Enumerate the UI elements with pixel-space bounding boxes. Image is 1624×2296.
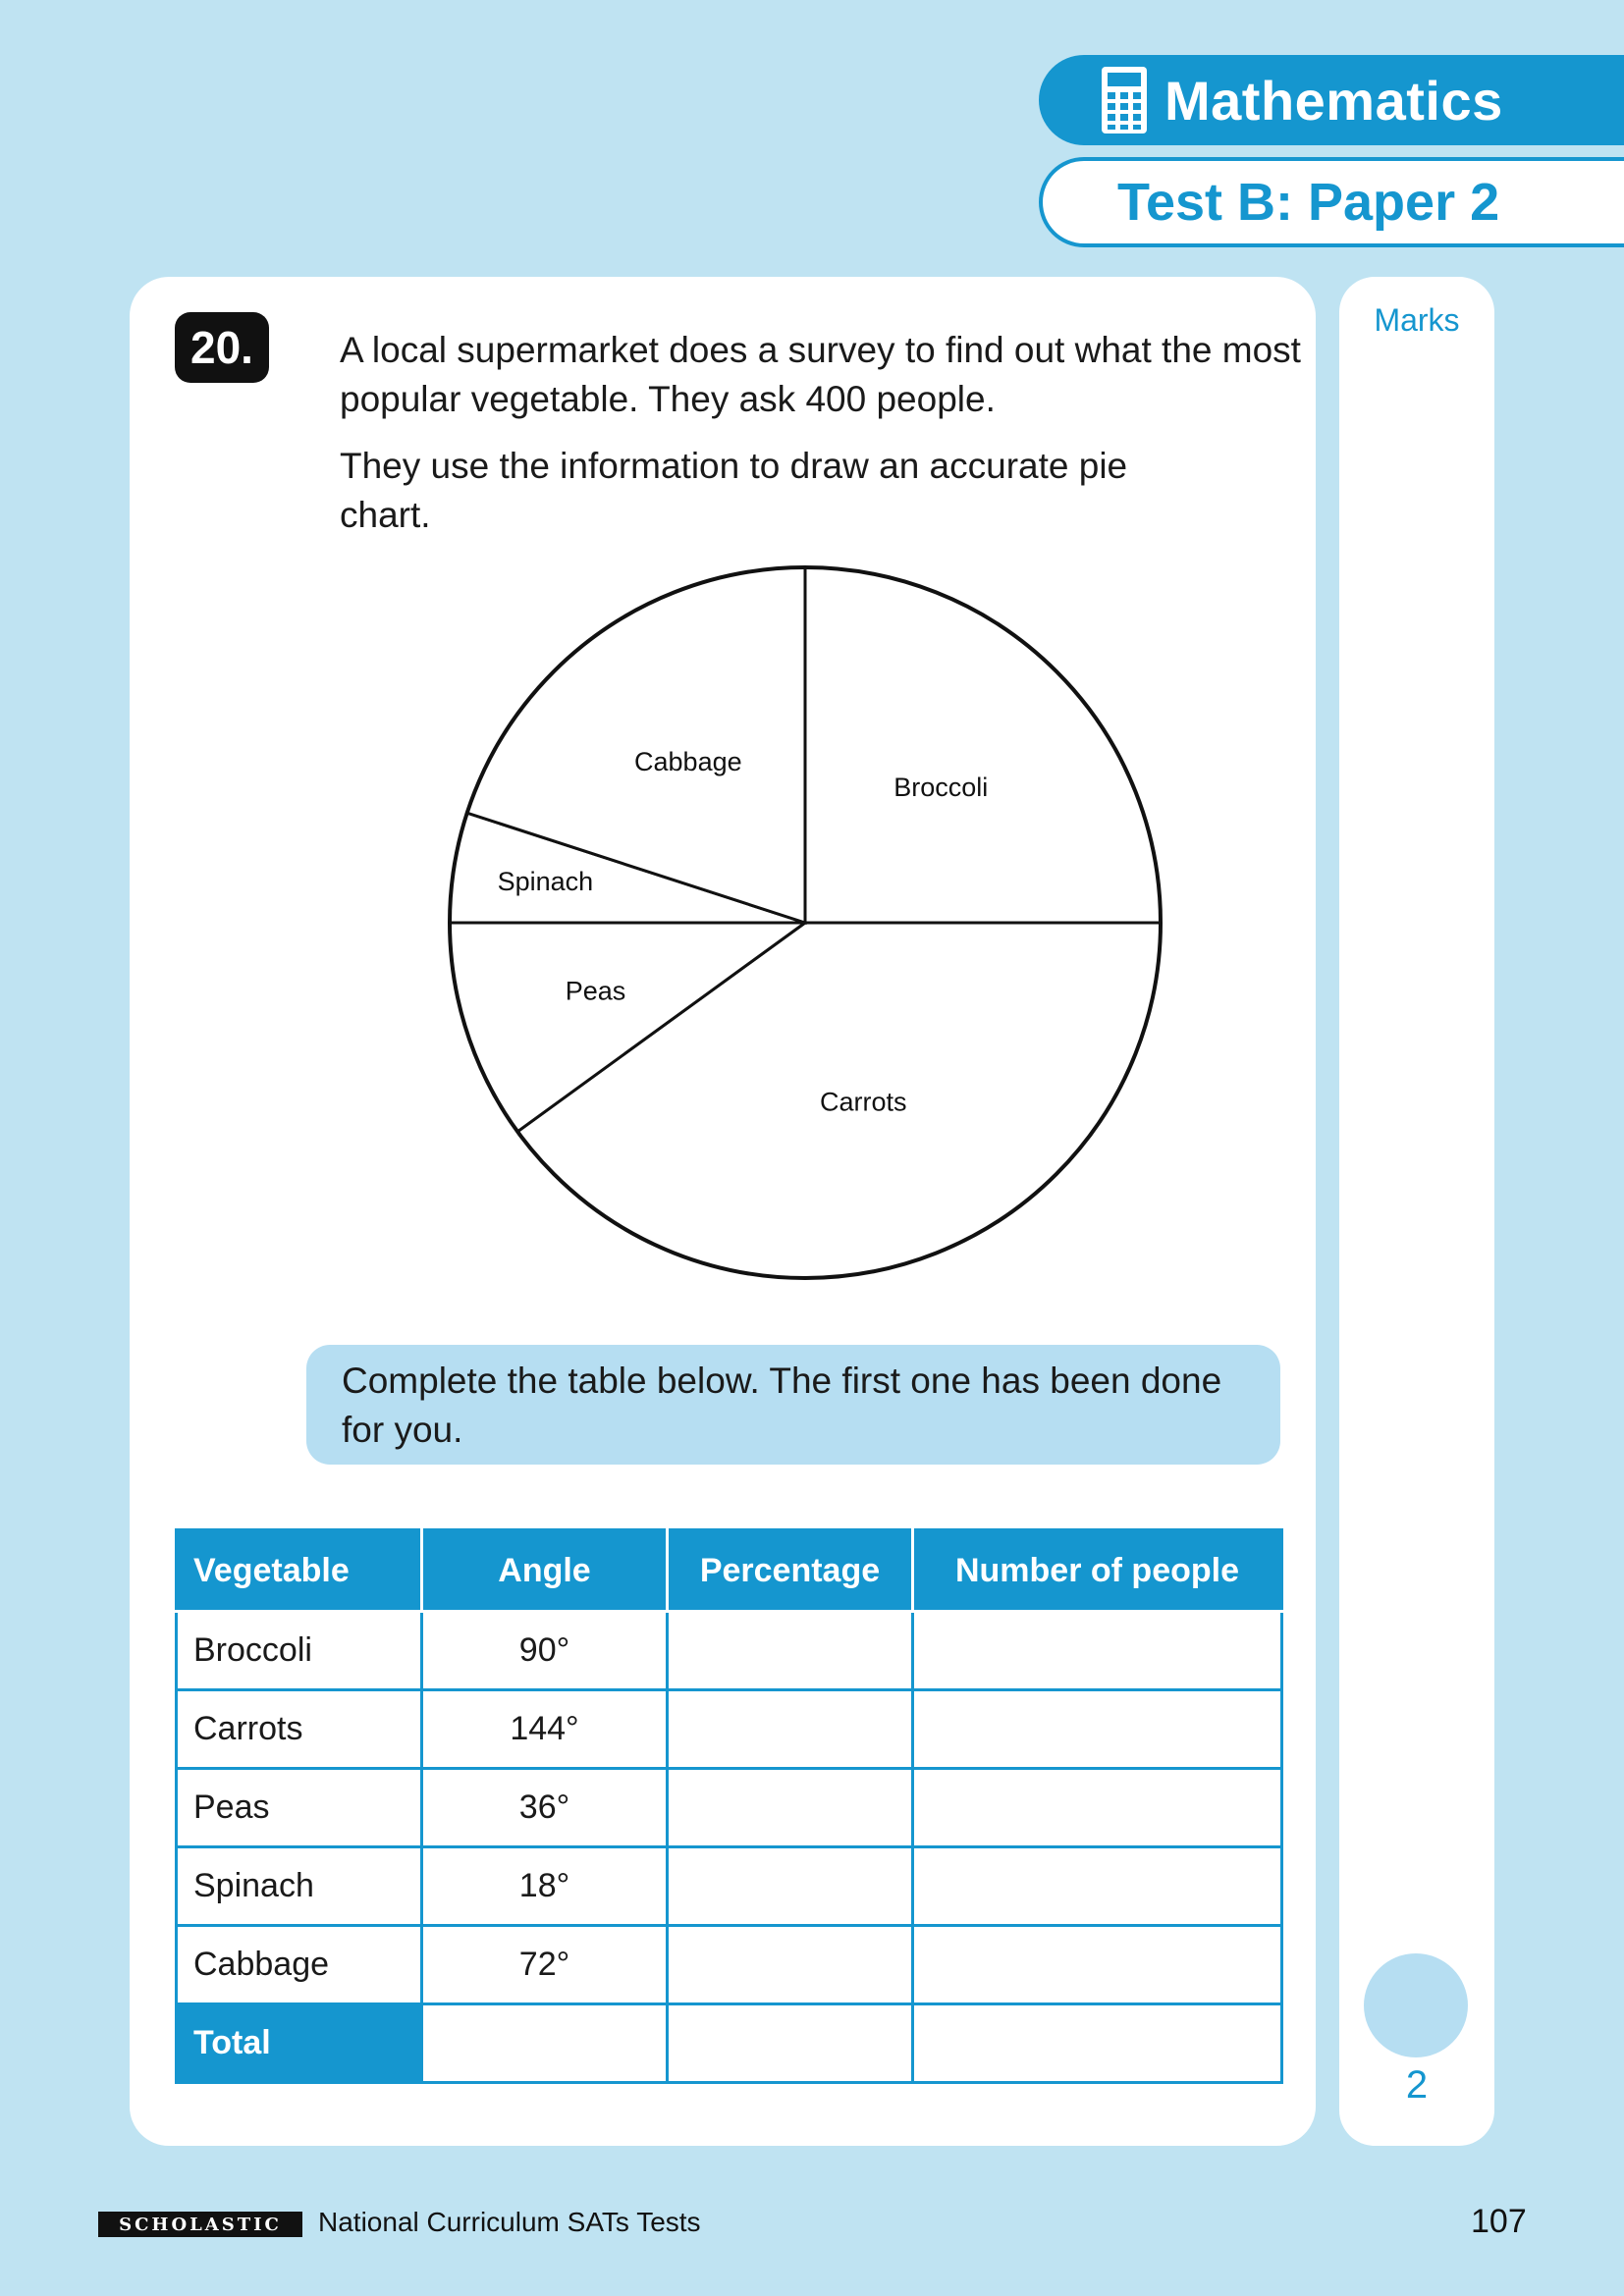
publisher-logo-text: SCHOLASTIC: [119, 2214, 282, 2235]
vegetable-cell: Broccoli: [177, 1612, 422, 1690]
people-answer-cell[interactable]: [913, 1769, 1282, 1847]
table-row: [177, 1847, 1282, 1926]
vegetable-cell: Carrots: [177, 1690, 422, 1769]
total-percentage-cell[interactable]: [668, 2004, 913, 2083]
people-answer-cell[interactable]: [913, 1612, 1282, 1690]
question-text-2: They use the information to draw an accurate pie chart.: [340, 446, 1128, 535]
people-answer-cell[interactable]: [913, 1926, 1282, 2004]
percentage-answer-cell[interactable]: [668, 1690, 913, 1769]
angle-cell: 18°: [422, 1847, 668, 1926]
total-angle-cell[interactable]: [422, 2004, 668, 2083]
table-total-row: [177, 2004, 1282, 2083]
angle-cell: 144°: [422, 1690, 668, 1769]
pie-label-spinach: Spinach: [497, 867, 594, 897]
angle-cell: 36°: [422, 1769, 668, 1847]
header-number-of-people: Number of people: [913, 1530, 1282, 1612]
vegetable-cell: Spinach: [177, 1847, 422, 1926]
angle-cell: 90°: [422, 1612, 668, 1690]
footer-series: National Curriculum SATs Tests: [318, 2207, 701, 2237]
marks-value: 2: [1405, 2063, 1429, 2107]
question-number: 20.: [175, 312, 269, 383]
question-text: A local supermarket does a survey to find out what the most popular vegetable. They ask 400 people.: [340, 330, 1301, 419]
table-row: [177, 1690, 1282, 1769]
subject-tab: [1039, 55, 1624, 145]
vegetable-table: [175, 1528, 1283, 2084]
total-label-cell: Total: [177, 2004, 422, 2083]
page-number: 107: [1471, 2203, 1527, 2240]
pie-label-broccoli: Broccoli: [893, 772, 989, 802]
table-row: [177, 1926, 1282, 2004]
marks-label: Marks: [1374, 302, 1460, 338]
people-answer-cell[interactable]: [913, 1847, 1282, 1926]
header-vegetable: Vegetable: [177, 1530, 422, 1612]
marks-answer-circle[interactable]: [1364, 1953, 1468, 2057]
calculator-icon: [1100, 65, 1149, 135]
header-angle: Angle: [422, 1530, 668, 1612]
pie-label-peas: Peas: [565, 976, 626, 1006]
vegetable-cell: Cabbage: [177, 1926, 422, 2004]
table-row: [177, 1612, 1282, 1690]
percentage-answer-cell[interactable]: [668, 1926, 913, 2004]
table-row: [177, 1769, 1282, 1847]
pie-label-cabbage: Cabbage: [634, 746, 742, 776]
total-people-cell[interactable]: [913, 2004, 1282, 2083]
publisher-logo: [98, 2212, 302, 2237]
paper-tab: [1039, 157, 1624, 247]
header-percentage: Percentage: [668, 1530, 913, 1612]
paper-title: Test B: Paper 2: [1117, 173, 1500, 232]
pie-label-carrots: Carrots: [820, 1087, 907, 1117]
marks-panel: [1339, 277, 1494, 2146]
instruction-box: Complete the table below. The first one has been done for you.: [306, 1345, 1280, 1465]
pie-slice-broccoli: [805, 567, 1161, 923]
angle-cell: 72°: [422, 1926, 668, 2004]
vegetable-cell: Peas: [177, 1769, 422, 1847]
subject-title: Mathematics: [1164, 69, 1503, 132]
table-header-row: [177, 1530, 1282, 1612]
percentage-answer-cell[interactable]: [668, 1847, 913, 1926]
percentage-answer-cell[interactable]: [668, 1612, 913, 1690]
percentage-answer-cell[interactable]: [668, 1769, 913, 1847]
pie-chart: [432, 550, 1178, 1296]
people-answer-cell[interactable]: [913, 1690, 1282, 1769]
